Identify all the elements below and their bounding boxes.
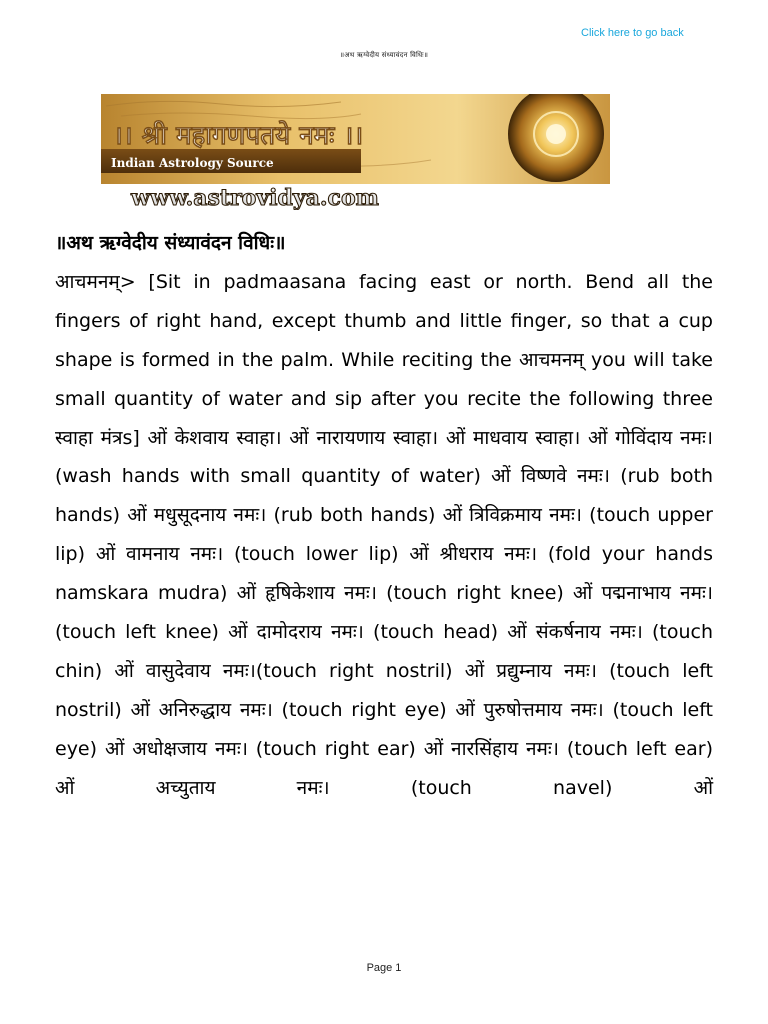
- document-heading: ॥अथ ऋग्वेदीय संध्यावंदन विधिः॥: [55, 232, 286, 254]
- banner-title: ।। श्री महागणपतये नमः ।।: [113, 121, 364, 151]
- page-header-title: ॥अथ ऋग्वेदीय संध्यावंदन विधिः॥: [339, 51, 429, 59]
- banner-tagline: Indian Astrology Source: [111, 156, 274, 170]
- astrovidya-banner: [101, 94, 610, 210]
- document-body: [55, 224, 713, 808]
- go-back-link[interactable]: Click here to go back: [581, 27, 684, 39]
- document-paragraph: आचमनम्> [Sit in padmaasana facing east or north. Bend all the fingers of right hand, except thumb and little finger, so that a cup shape is formed in the palm. While reciting the आचमनम् you will take small quantity of water and sip after you recite the following three स्वाहा मंत्रs] ओं केशवाय स्वाहा। ओं नारायणाय स्वाहा। ओं माधवाय स्वाहा। ओं गोविंदाय नमः। (wash hands with small quantity of water) ओं विष्णवे नमः। (rub both hands) ओं मधुसूदनाय नमः। (rub both hands) ओं त्रिविक्रमाय नमः। (touch upper lip) ओं वामनाय नमः। (touch lower lip) ओं श्रीधराय नमः। (fold your hands namskara mudra) ओं हृषिकेशाय नमः। (touch right knee) ओं पद्मनाभाय नमः। (touch left knee) ओं दामोदराय नमः। (touch head) ओं संकर्षनाय नमः। (touch chin) ओं वासुदेवाय नमः।(touch right nostril) ओं प्रद्युम्नाय नमः। (touch left nostril) ओं अनिरुद्धाय नमः। (touch right eye) ओं पुरुषोत्तमाय नमः। (touch left eye) ओं अधोक्षजाय नमः। (touch right ear) ओं नारसिंहाय नमः। (touch left ear) ओं अच्युताय नमः। (touch navel) ओं: [55, 270, 713, 799]
- banner-website: www.astrovidya.com: [131, 185, 379, 210]
- page-number: Page 1: [366, 962, 402, 974]
